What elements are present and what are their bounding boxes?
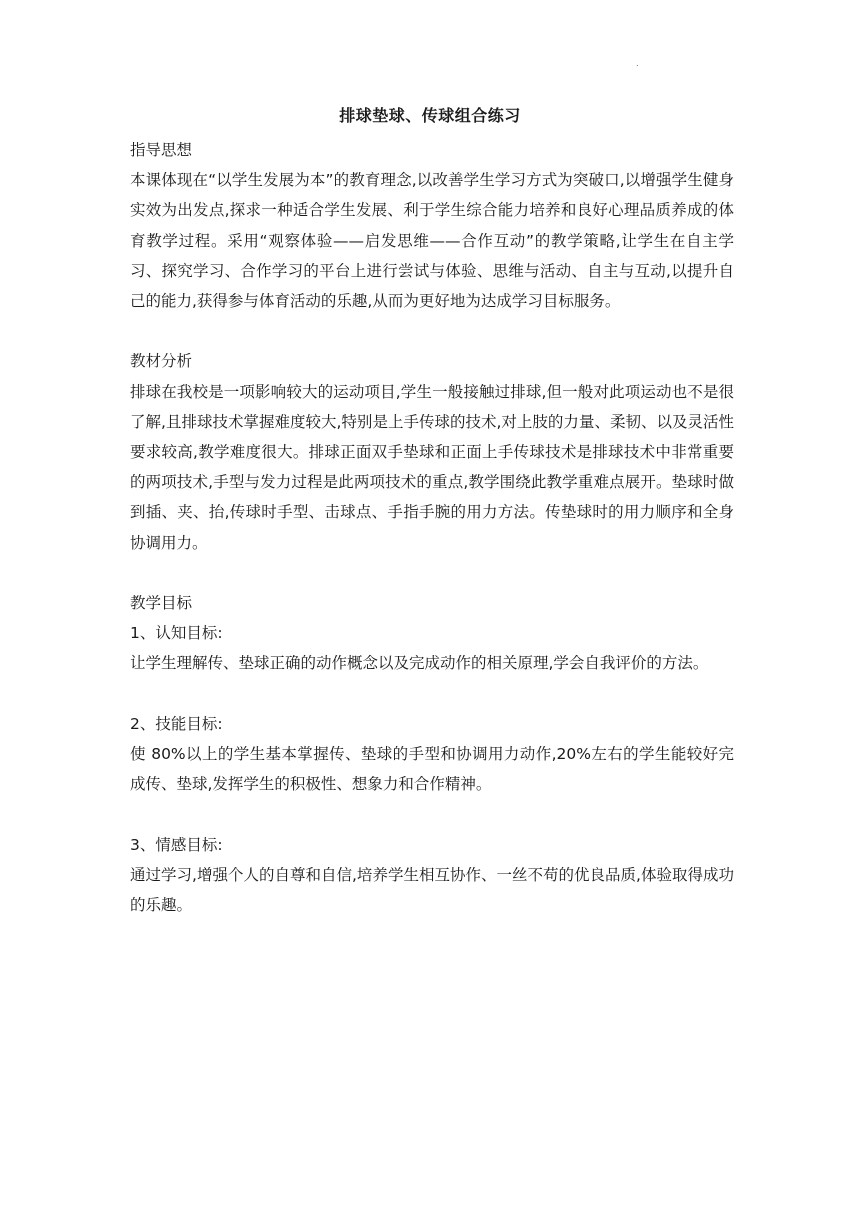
section-body-material: 排球在我校是一项影响较大的运动项目,学生一般接触过排球,但一般对此项运动也不是很了解,且排球技术掌握难度较大,特别是上手传球的技术,对上肢的力量、柔韧、以及灵活性要求较高,教学难度很大。排球正面双手垫球和正面上手传球技术是排球技术中非常重要的两项技术,手型与发力过程是此两项技术的重点,教学围绕此教学重难点展开。垫球时做到插、夹、抬,传球时手型、击球点、手指手腕的用力方法。传垫球时的用力顺序和全身协调用力。 [130,382,734,552]
objective-body-skill: 使 80%以上的学生基本掌握传、垫球的手型和协调用力动作,20%左右的学生能较好完成传、垫球,发挥学生的积极性、想象力和合作精神。 [130,745,734,794]
objective-label-affective: 3、情感目标: [130,835,223,854]
document-title: 排球垫球、传球组合练习 [339,106,521,125]
objective-label-skill: 2、技能目标: [130,714,223,733]
section-body-guiding: 本课体现在“以学生发展为本”的教育理念,以改善学生学习方式为突破口,以增强学生健身实效为出发点,探求一种适合学生发展、利于学生综合能力培养和良好心理品质养成的体育教学过程。采用“观察体验——启发思维——合作互动”的教学策略,让学生在自主学习、探究学习、合作学习的平台上进行尝试与体验、思维与活动、自主与互动,以提升自己的能力,获得参与体育活动的乐趣,从而为更好地为达成学习目标服务。 [130,171,734,311]
paragraph-gap [130,316,734,346]
objective-body-cognitive: 让学生理解传、垫球正确的动作概念以及完成动作的相关原理,学会自我评价的方法。 [130,654,709,673]
section-heading-objectives: 教学目标 [130,594,193,613]
corner-mark: . [636,59,639,68]
objective-label-cognitive: 1、认知目标: [130,624,223,643]
objective-body-affective: 通过学习,增强个人的自尊和自信,培养学生相互协作、一丝不苟的优良品质,体验取得成功的乐趣。 [130,865,734,915]
paragraph-gap [130,679,734,709]
paragraph-gap [130,558,734,588]
paragraph-gap [130,799,734,829]
section-heading-guiding: 指导思想 [130,141,193,159]
section-heading-material: 教材分析 [130,352,193,371]
document-body [130,135,734,920]
